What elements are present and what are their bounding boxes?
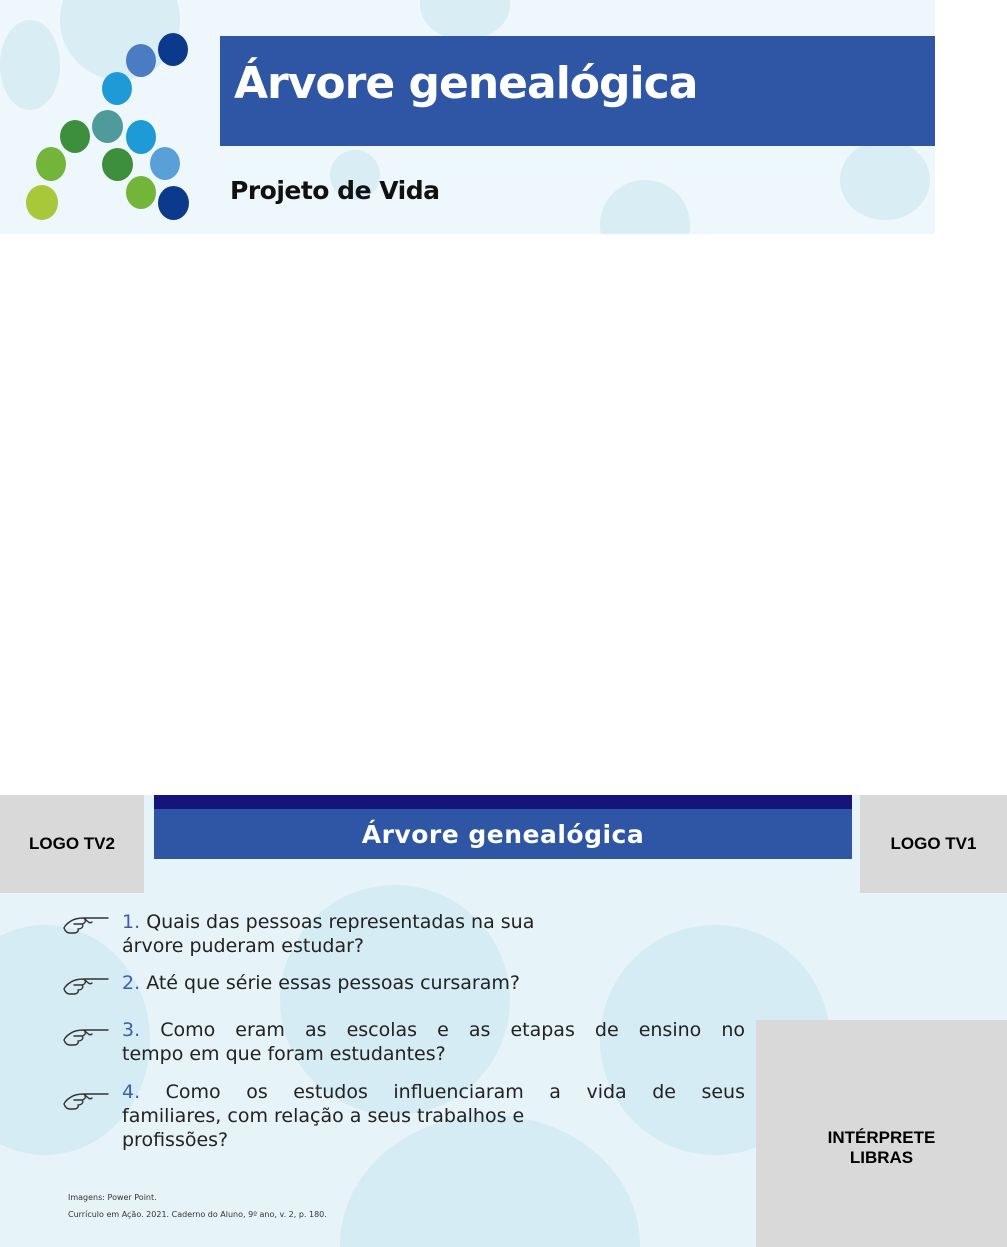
slide-subtitle: Projeto de Vida — [230, 176, 440, 205]
background-circle — [840, 140, 930, 220]
question-line: tempo em que foram estudantes? — [122, 1043, 446, 1065]
pointing-hand-icon — [62, 912, 110, 938]
question-line-justified — [122, 1018, 745, 1042]
question-number: 4. — [122, 1081, 141, 1103]
question-line: profissões? — [122, 1129, 229, 1151]
logo-dot — [158, 33, 188, 66]
slide-title: Árvore genealógica — [234, 58, 698, 109]
question-text — [122, 910, 722, 958]
logo-dot — [158, 186, 189, 220]
question-number: 2. — [122, 972, 141, 994]
question-line: familiares, com relação a seus trabalhos e — [122, 1105, 525, 1127]
pointing-hand-icon — [62, 1024, 110, 1050]
logo-dot — [36, 147, 66, 181]
logo-dot — [126, 120, 156, 154]
logo-dot — [150, 147, 180, 180]
question-line: Como os estudos influenciaram a vida de seus — [165, 1081, 745, 1103]
title-slide — [0, 0, 935, 234]
questions-slide — [0, 795, 1007, 1247]
logo-tv1: LOGO TV1 — [860, 795, 1007, 893]
slide-title-banner: Árvore genealógica — [154, 809, 852, 859]
pointing-hand-icon — [62, 1088, 110, 1114]
background-circle — [420, 0, 510, 40]
logo-dot — [26, 185, 58, 220]
question-text — [122, 1080, 745, 1152]
logo-dot — [126, 176, 156, 209]
question-line: Como eram as escolas e as etapas de ensino no — [160, 1019, 745, 1041]
logo-dot — [92, 110, 123, 143]
question-number: 3. — [122, 1019, 141, 1041]
logo-dot — [102, 148, 133, 181]
interpreter-label: INTÉRPRETE — [827, 1128, 936, 1147]
background-circle — [600, 180, 690, 234]
title-banner — [220, 36, 935, 146]
question-number: 1. — [122, 911, 141, 933]
background-circle — [0, 20, 60, 110]
logo-dot — [126, 44, 156, 77]
title-top-bar — [154, 795, 852, 809]
question-line: Até que série essas pessoas cursaram? — [146, 972, 520, 994]
interpreter-label: LIBRAS — [849, 1148, 914, 1167]
logo-dot — [102, 72, 132, 105]
question-text — [122, 971, 722, 995]
source-credit: Currículo em Ação. 2021. Caderno do Aluno, 9º ano, v. 2, p. 180. — [68, 1210, 327, 1219]
image-credit: Imagens: Power Point. — [68, 1193, 157, 1202]
logo-dot — [60, 120, 90, 153]
question-line: árvore puderam estudar? — [122, 935, 364, 957]
question-line: Quais das pessoas representadas na sua — [146, 911, 535, 933]
question-text — [122, 1018, 745, 1066]
question-line-justified — [122, 1080, 745, 1104]
libras-interpreter-box — [756, 1020, 1007, 1247]
pointing-hand-icon — [62, 973, 110, 999]
logo-tv2: LOGO TV2 — [0, 795, 144, 893]
